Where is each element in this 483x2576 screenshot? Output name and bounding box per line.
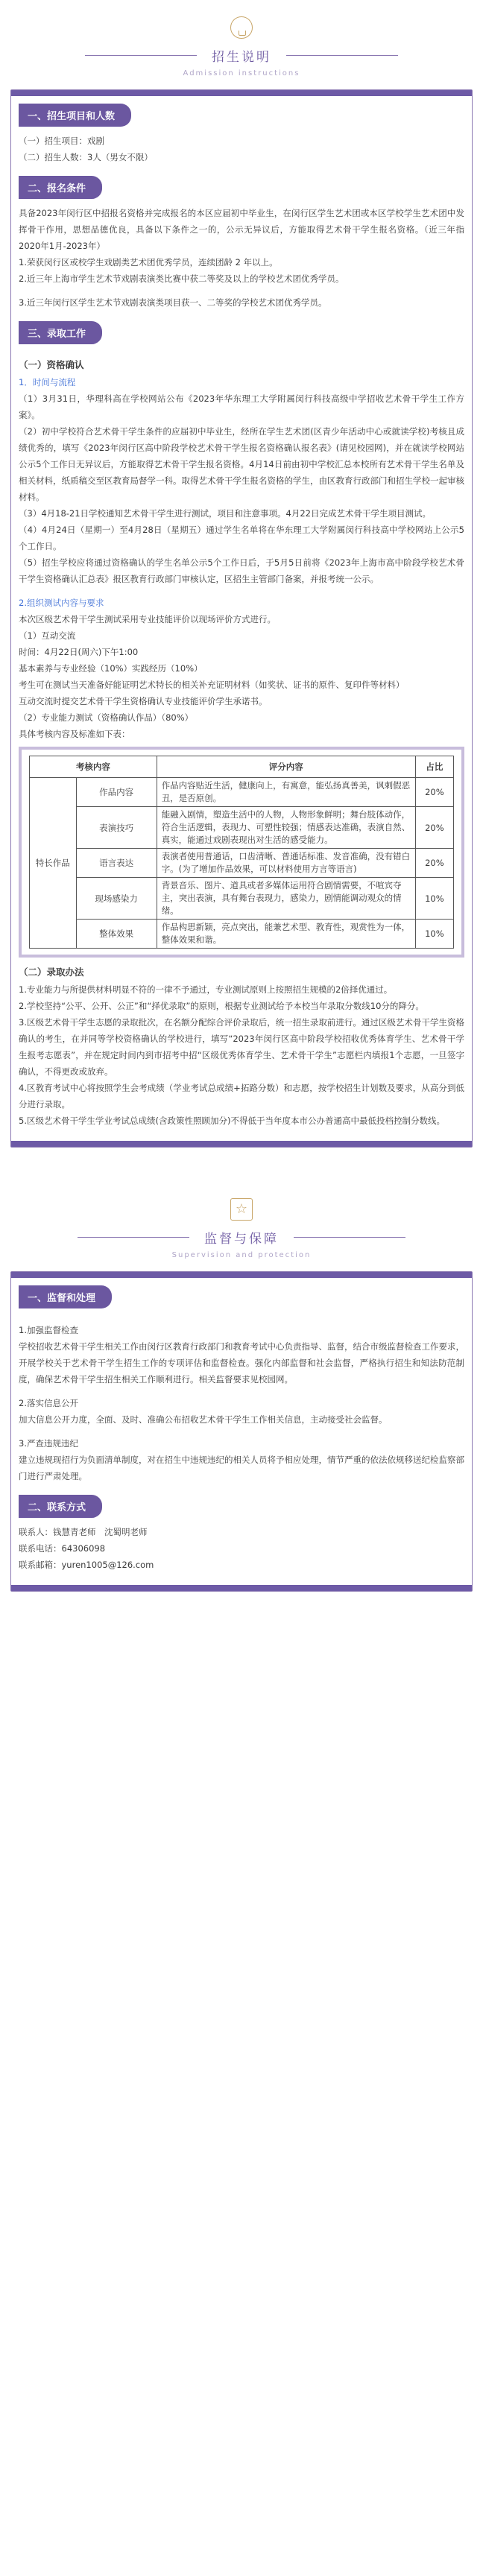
criteria-cell: 能融入剧情，塑造生活中的人物，人物形象鲜明；舞台肢体动作，符合生活逻辑，表现力、可塑性较强；情感表达准确，表演自然、真实，能通过戏剧表现出对生活的感受能力。: [157, 807, 415, 849]
table-header: 评分内容: [157, 756, 415, 778]
criteria-table: [29, 756, 454, 949]
paragraph: （1）互动交流: [19, 630, 76, 641]
paragraph: （2）初中学校符合艺术骨干学生条件的应届初中毕业生，经所在学生艺术团(区青少年活动中心或就读学校)考核且成绩优秀的，填写《2023年闵行区高中阶段学校艺术骨干学生报名资格确认报名表》(请见校园网)，并在就读学校网站公示5个工作日无异议后，方能取得艺术骨干学生报名资格。4月14日前由初中学校汇总本校所有艺术骨干学生名单及相关材料，纸质稿交至区教育局督学一科。取得艺术骨干学生报名资格的学生，由区教育行政部门和招生学校一起审核材料。: [19, 426, 464, 502]
divider-left: [78, 1237, 189, 1238]
heading-conditions: 二、报名条件: [19, 176, 102, 199]
lightbulb-icon: [230, 16, 253, 39]
paragraph: 加大信息公开力度，全面、及时、准确公布招收艺术骨干学生工作相关信息，主动接受社会监督。: [19, 1414, 388, 1425]
paragraph: （一）招生项目：戏剧: [19, 136, 104, 146]
criteria-cell: 作品构思新颖，亮点突出，能兼艺术型、教育性，观赏性为一体，整体效果和谐。: [157, 920, 415, 949]
heading-supervision: 一、监督和处理: [19, 1285, 112, 1308]
paragraph: 考生可在测试当天准备好能证明艺术特长的相关补充证明材料（如奖状、证书的原件、复印件等材料）: [19, 680, 405, 690]
divider-right: [286, 55, 398, 56]
criteria-cell: 表演者使用普通话，口齿清晰、普通话标准、发音准确，没有错白字。(为了增加作品效果，可以材料使用方言等语言): [157, 849, 415, 878]
ratio-cell: 20%: [415, 778, 453, 807]
contact-person: [19, 1524, 464, 1540]
block-heading: 3.严查违规违纪: [19, 1438, 78, 1449]
table-row: [30, 878, 454, 920]
value: 64306098: [61, 1543, 106, 1554]
paragraph: 互动交流时提交艺术骨干学生资格确认专业技能评价学生承诺书。: [19, 696, 268, 706]
section-subtitle: Supervision and protection: [171, 1251, 312, 1259]
paragraph: 1.荣获闵行区或校学生戏剧类艺术团优秀学员，连续团龄 2 年以上。: [19, 257, 278, 268]
heading-admission-work: 三、录取工作: [19, 321, 102, 344]
table-row: [30, 920, 454, 949]
paragraph: 5.区级艺术骨干学生学业考试总成绩(含政策性照顾加分)不得低于当年度本市公办普通高中最低投档控制分数线。: [19, 1115, 445, 1126]
paragraph: （5）招生学校应将通过资格确认的学生名单公示5个工作日后，于5月5日前将《2023年上海市高中阶段学校艺术骨干学生资格确认汇总表》报区教育行政部门审核认定，区招生主管部门备案，并报考统一公示。: [19, 557, 464, 584]
paragraph: （2）专业能力测试（资格确认作品）（80%）: [19, 712, 194, 723]
paragraph: 学校招收艺术骨干学生相关工作由闵行区教育行政部门和教育考试中心负责指导、监督，结合市级监督检查工作要求，开展学校关于艺术骨干学生招生工作的专项评估和监督检查。强化内部监督和社会监督，严格执行招生和知法防范制度，确保艺术骨干学生招生相关工作顺利进行。相关监督要求见校园网。: [19, 1341, 464, 1384]
table-header-row: [30, 756, 454, 778]
table-row: [30, 849, 454, 878]
ratio-cell: 10%: [415, 878, 453, 920]
subheading: （一）资格确认: [19, 359, 84, 370]
paragraph: 基本素养与专业经验（10%）实践经历（10%）: [19, 663, 203, 674]
item-cell: 语言表达: [76, 849, 157, 878]
label: 联系邮箱：: [19, 1560, 62, 1570]
paragraph: 具体考核内容及标准如下表：: [19, 729, 130, 739]
paragraph: 本次区级艺术骨干学生测试采用专业技能评价以现场评价方式进行。: [19, 614, 276, 624]
admission-card: [10, 89, 473, 1148]
email-value: yuren1005@126.com: [61, 1560, 154, 1570]
label: 联系电话：: [19, 1543, 62, 1554]
criteria-table-frame: [19, 747, 464, 958]
paragraph: （1）3月31日，华理科高在学校网站公布《2023年华东理工大学附属闵行科技高级中学招收艺术骨干学生工作方案》。: [19, 393, 464, 420]
divider-left: [85, 55, 197, 56]
ratio-cell: 20%: [415, 849, 453, 878]
supervision-header: [0, 1182, 483, 1259]
ratio-cell: 20%: [415, 807, 453, 849]
heading-contact: 二、联系方式: [19, 1495, 102, 1518]
star-icon: ☆: [230, 1198, 253, 1221]
table-row: [30, 778, 454, 807]
paragraph: 1.专业能力与所提供材料明显不符的一律不予通过，专业测试原则上按照招生规模的2倍择优通过。: [19, 984, 393, 995]
paragraph: 2.近三年上海市学生艺术节戏剧表演类比赛中获二等奖及以上的学校艺术团优秀学员。: [19, 273, 344, 284]
item-cell: 现场感染力: [76, 878, 157, 920]
paragraph: 具备2023年闵行区中招报名资格并完成报名的本区应届初中毕业生，在闵行区学生艺术团或本区学校学生艺术团中发挥骨干作用，思想品德优良，具备以下条件之一的，公示无异议后，方能取得艺术骨干学生报名资格。（近三年指2020年1月-2023年）: [19, 208, 464, 251]
paragraph: 4.区教育考试中心将按照学生会考成绩（学业考试总成绩+拓路分数）和志愿，按学校招生计划数及要求，从高分到低分进行录取。: [19, 1083, 464, 1110]
table-row: [30, 807, 454, 849]
heading-project: 一、招生项目和人数: [19, 104, 131, 127]
item-cell: 整体效果: [76, 920, 157, 949]
admission-header: [0, 0, 483, 77]
paragraph: 时间：4月22日(周六)下午1:00: [19, 647, 139, 657]
section-title: 招生说明: [212, 50, 271, 65]
item-cell: 表演技巧: [76, 807, 157, 849]
criteria-cell: 作品内容贴近生活，健康向上，有寓意，能弘扬真善美，讽刺假恶丑，是否原创。: [157, 778, 415, 807]
block-heading: 2.落实信息公开: [19, 1398, 78, 1408]
item-cell: 作品内容: [76, 778, 157, 807]
paragraph: （4）4月24日（星期一）至4月28日（星期五）通过学生名单将在华东理工大学附属闵行科技高中学校网站上公示5个工作日。: [19, 525, 464, 551]
block-heading: 1.加强监督检查: [19, 1325, 78, 1335]
section-title: 监督与保障: [204, 1232, 279, 1247]
ratio-cell: 10%: [415, 920, 453, 949]
blue-subheading: 2.组织测试内容与要求: [19, 598, 104, 608]
contact-email: [19, 1557, 464, 1573]
label: 联系人：: [19, 1527, 53, 1537]
section-subtitle: Admission instructions: [183, 69, 300, 77]
subheading: （二）录取办法: [19, 966, 84, 978]
paragraph: （二）招生人数：3人（男女不限）: [19, 152, 153, 162]
supervision-card: [10, 1271, 473, 1592]
paragraph: 建立违规现招行为负面清单制度，对在招生中违规违纪的相关人员将予相应处理，情节严重的依法依规移送纪检监察部门进行严肃处理。: [19, 1455, 464, 1481]
criteria-cell: 背景音乐、图片、道具或者多媒体运用符合剧情需要，不喧宾夺主，突出表演，具有舞台表现力，感染力，剧情能调动观众的情绪。: [157, 878, 415, 920]
paragraph: 2.学校坚持“公平、公开、公正”和“择优录取”的原则，根据专业测试给予本校当年录取分数线10分的降分。: [19, 1001, 424, 1011]
divider-right: [294, 1237, 405, 1238]
value: 钱慧青老师 沈蜀明老师: [53, 1527, 148, 1537]
paragraph: 3.区级艺术骨干学生志愿的录取批次，在名额分配综合评价录取后，统一招生录取前进行。通过区级艺术骨干学生资格确认的考生，在并同等学校资格确认的学校进行，填写“2023年闵行区高中阶段学校招收优秀体育学生、艺术骨干学生报考志愿表”，并在规定时间内到市招考中招“区级优秀体育学生、艺术骨干学生”志愿栏内填报1个志愿，一旦签字确认，不得更改或放弃。: [19, 1017, 464, 1077]
contact-phone: [19, 1540, 464, 1557]
paragraph: 3.近三年闵行区学生艺术节戏剧表演类项目获一、二等奖的学校艺术团优秀学员。: [19, 297, 327, 308]
table-header: 占比: [415, 756, 453, 778]
group-cell: 特长作品: [30, 778, 77, 949]
paragraph: （3）4月18-21日学校通知艺术骨干学生进行测试，项目和注意事项。4月22日完成艺术骨干学生项目测试。: [19, 508, 431, 519]
blue-subheading: 1．时间与流程: [19, 377, 76, 387]
table-header: 考核内容: [30, 756, 157, 778]
